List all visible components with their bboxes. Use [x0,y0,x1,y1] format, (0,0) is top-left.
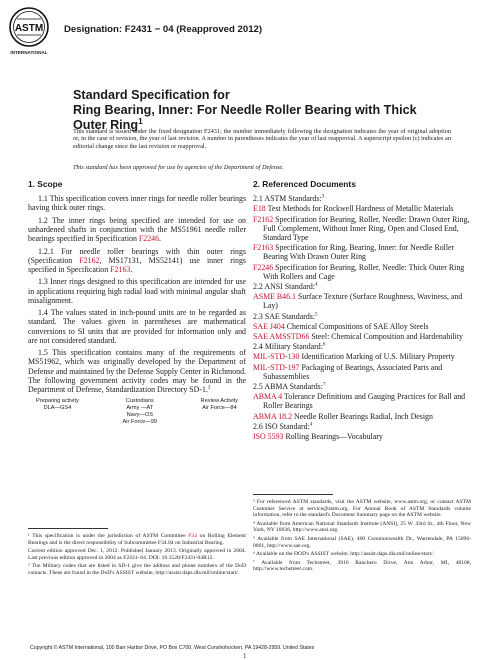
abma-subheading: 2.5 ABMA Standards:$^7$ [253,381,326,392]
reference-item [253,432,471,441]
reference-title: Test Methods for Rockwell Hardness of Metallic Materials [267,204,454,214]
title-line-2: Ring Bearing, Inner: For Needle Roller Bearing with Thick [73,103,417,117]
reference-code-link[interactable]: MIL-STD-130 [253,352,300,362]
abma-list [253,392,471,421]
reference-title: Tolerance Definitions and Gauging Practices for Ball and Roller Bearings [263,392,466,411]
ansi-subheading: 2.2 ANSI Standard:$^4$ [253,281,318,292]
reference-item [253,322,471,331]
referenced-column [253,180,471,442]
footnote-5: ⁵ Available from SAE International (SAE), 400 Commonwealth Dr., Warrendale, PA 15096-0001, http://www.sae.org. [253,535,471,549]
activity-codes [36,398,238,425]
reference-code-link[interactable]: ASME B46.1 [253,292,296,302]
reference-item [253,392,471,410]
reference-item [253,204,471,213]
astm-logo [6,6,52,62]
reference-code-link[interactable]: F2162 [253,214,274,224]
reference-item [253,332,471,341]
reference-item [253,215,471,243]
footnotes-right [253,494,471,575]
title-block [73,88,453,133]
link-f2163[interactable]: F2163 [110,265,131,274]
footnote-rule-right [253,494,333,495]
logo-label: INTERNATIONAL [10,50,48,55]
astm-list [253,204,471,281]
reference-title: Specification for Bearing, Roller, Needle: Drawn Outer Ring, Full Complement, Without Inner Ring, Open and Closed End, Standard Type [263,214,470,243]
activity-custodians: Custodians Army —AT Navy—OS Air Force—99 [122,398,158,425]
footnote-rule [28,528,108,529]
activity-review: Review Activity Air Force—84 [200,398,238,411]
reference-title: Specification for Bearing, Roller, Needle: Thick Outer Ring With Rollers and Cage [263,262,465,281]
reference-title: Rolling Bearings—Vocabulary [285,432,383,442]
scope-1-1: 1.1 This specification covers inner rings for needle roller bearings having thick outer rings. [28,194,247,213]
reference-title: Chemical Compositions of SAE Alloy Steels [286,321,429,331]
footnote-4: ⁴ Available from American National Standards Institute (ANSI), 25 W. 43rd St., 4th Floor, New York, NY 10036, http://www.ansi.org. [253,520,471,534]
iso-list [253,432,471,441]
footnote-3: ³ For referenced ASTM standards, visit the ASTM website, www.astm.org, or contact ASTM Customer Service at service@astm.org. For Annual Book of ASTM Standards volume information, refer to the standard's Document Summary page on the ASTM website. [253,499,471,519]
scope-1-5: 1.5 This specification contains many of the requirements of MS51962, which was originally developed by the Department of Defense and maintained by the Defense Supply Center in Richmond. The following government activity codes may be found in the Department of Defense, Standardization Directory SD-1.$^2$ [28,348,246,394]
ansi-list [253,292,471,310]
reference-title: Needle Roller Bearings Radial, Inch Design [294,411,433,421]
approval-note: This standard has been approved for use by agencies of the Department of Defense. [73,164,284,171]
page-number: 1 [243,652,247,660]
title-line-1: Standard Specification for [73,88,230,102]
sae-list [253,322,471,341]
scope-heading: 1. Scope [28,179,63,189]
reference-code-link[interactable]: F2163 [253,243,274,253]
astm-subheading: 2.1 ASTM Standards:$^3$ [253,193,325,204]
reference-code-link[interactable]: SAE J404 [253,321,285,331]
svg-text:ASTM: ASTM [14,23,44,34]
iso-subheading: 2.6 ISO Standard:$^4$ [253,421,313,431]
reference-title: Steel: Chemical Composition and Hardenability [311,332,463,342]
activity-preparing: Preparing activity DLA—GS4 [36,398,79,411]
referenced-heading: 2. Referenced Documents [253,179,356,189]
reference-code-link[interactable]: MIL-STD-197 [253,362,300,372]
scope-1-4: 1.4 The values stated in inch-pound units are to be regarded as standard. The values given in parentheses are mathematical conversions to SI units that are provided for information only and are not considered standard. [28,308,246,345]
reference-code-link[interactable]: SAE AMSSTD66 [253,332,310,342]
mil-subheading: 2.4 Military Standard:$^6$ [253,341,326,352]
mil-list [253,352,471,381]
link-f2162[interactable]: F2162 [79,255,100,265]
reference-item [253,363,471,381]
reference-code-link[interactable]: E18 [253,204,266,214]
footnote-2: ² The Military codes that are listed in SD-1 give the address and phone numbers of the DoD contacts. These are found in the DoD's ASSIST website, http://assist.daps.dla.mil/online/start/. [28,563,246,576]
reference-item [253,412,471,421]
reference-item [253,263,471,281]
footnote-6: ⁶ Available on the DOD's ASSIST website, http://assist.daps.dla.mil/online/start/. [253,551,435,558]
intro-paragraph: This standard is issued under the fixed designation F2431; the number immediately following the designation indicates the year of original adoption or, in the case of revision, the year of last revision. A number in parentheses indicates the year of last reapproval. A superscript epsilon (ε) indicates an editorial change since the last revision or reapproval. [73,128,451,150]
reference-title: Packaging of Bearings, Associated Parts and Subassemblies [263,362,443,381]
reference-title: Surface Texture (Surface Roughness, Waviness, and Lay) [263,292,463,311]
scope-1-3: 1.3 Inner rings designed to this specification are intended for use in applications requiring high radial load with minimal angular shaft misalignment. [28,277,246,305]
sae-subheading: 2.3 SAE Standards:$^5$ [253,311,318,321]
title-line-3: Outer Ring$^1$ [73,116,143,132]
footnote-7: ⁷ Available from Techstreet, 3916 Ranchero Drive, Ann Arbor, MI, 48108, http://www.techstreet.com. [253,559,471,573]
footnotes-left [28,528,246,579]
reference-code-link[interactable]: ISO 5593 [253,432,284,442]
title-footnote-mark: 1 [138,116,143,126]
reference-item [253,352,471,361]
reference-item [253,292,471,310]
scope-column [28,180,246,425]
reference-item [253,243,471,261]
footnote-1: ¹ This specification is under the jurisdiction of ASTM Committee F34 on Rolling Element Bearings and is the direct responsibility of Subcommittee F34.04 on Industrial Bearing. [28,533,246,546]
copyright-footer: Copyright © ASTM International, 100 Barr Harbor Drive, PO Box C700, West Conshohocken, PA 19428-2959. United States [30,645,315,651]
scope-1-2-1: 1.2.1 For needle roller bearings with thin outer rings (Specification F2162, MS17131, MS52141) use inner rings specified in Specification F2163. [28,246,246,274]
link-f2246[interactable]: F2246 [138,234,160,244]
reference-code-link[interactable]: F2246 [253,262,274,272]
scope-1-2: 1.2 The inner rings being specified are intended for use on unhardened shafts in conjunction with the MS51961 needle roller bearings specified in Specification F2246. [28,215,246,244]
reference-code-link[interactable]: ABMA 4 [253,392,283,402]
designation: Designation: F2431 − 04 (Reapproved 2012) [64,24,263,35]
reference-title: Specification for Ring, Bearing, Inner: for Needle Roller Bearing With Drawn Outer Ring [263,243,455,262]
footnote-1-edition: Current edition approved Dec. 1, 2012. Published January 2013. Originally approved in 2004. Last previous edition approved in 2004 as F2431–04. DOI: 10.1520/F2431-04R12. [28,548,246,561]
link-f34[interactable]: F34 [188,533,197,539]
reference-title: Identification Marking of U.S. Military Property [301,352,455,362]
reference-code-link[interactable]: ABMA 18.2 [253,411,293,421]
